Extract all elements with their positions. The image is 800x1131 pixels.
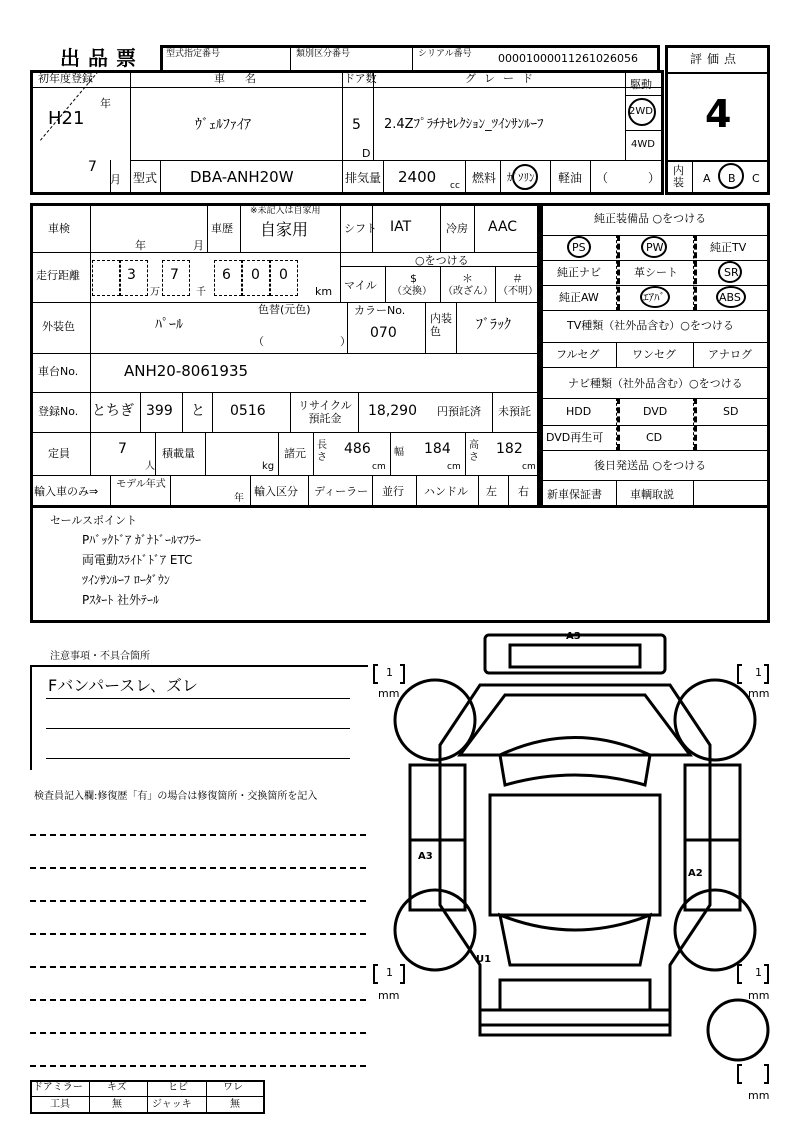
- tv-fullseg: フルセグ: [556, 348, 600, 361]
- mileage-digit-4: 0: [251, 267, 260, 283]
- mileage-digit-5: 0: [279, 267, 288, 283]
- mm-rear-left: mm: [378, 989, 400, 1002]
- interior-color-value: ﾌﾞﾗｯｸ: [476, 317, 511, 333]
- recycle-unit: 円預託済: [437, 405, 481, 418]
- roof: [490, 795, 660, 915]
- later-manual: 車輌取説: [630, 488, 674, 501]
- repaint-paren-close: ）: [340, 335, 351, 348]
- tv-analog: アナログ: [708, 348, 752, 361]
- equipment-title: 純正装備品 ○をつける: [594, 212, 707, 225]
- load-label: 積載量: [162, 447, 195, 460]
- acc-kizu: キズ: [107, 1082, 127, 1093]
- inspector-label: 検査員記入欄:修復歴「有」の場合は修復箇所・交換箇所を記入: [34, 791, 318, 802]
- tamper-label: （改ざん）: [443, 286, 493, 297]
- drive-circle: [628, 98, 656, 126]
- recycle-label: リサイクル預託金: [298, 399, 352, 425]
- nav-sd: SD: [723, 405, 739, 418]
- capacity-value: 7: [118, 441, 127, 457]
- wheel-front-right: [675, 680, 755, 760]
- tire-depth-front-right: 1: [755, 666, 762, 679]
- page-title: 出品票: [60, 46, 144, 70]
- shaken-year-unit: 年: [135, 239, 146, 252]
- details-box: [30, 203, 540, 508]
- first-reg-label: 初年度登録: [38, 72, 93, 85]
- length-value: 486: [344, 441, 371, 457]
- recycle-value: 18,290: [368, 403, 417, 419]
- diagram-label-a3-left: A3: [418, 851, 433, 862]
- defects-label: 注意事項・不具合箇所: [50, 651, 150, 662]
- width-label: 幅: [394, 447, 404, 458]
- length-label: 長さ: [317, 440, 327, 463]
- later-warranty: 新車保証書: [547, 488, 602, 501]
- history-value: 自家用: [260, 220, 309, 239]
- displacement-unit: cc: [450, 181, 460, 191]
- equip-aw: 純正AW: [559, 291, 599, 304]
- mileage-digit-2: 7: [170, 267, 179, 283]
- import-year-unit: 年: [234, 493, 244, 504]
- interior-grade-b: B: [728, 172, 736, 185]
- reg-kana: と: [191, 403, 205, 419]
- height-label: 高さ: [469, 440, 479, 463]
- mileage-digit-box-1: [92, 260, 120, 296]
- tamper-symbol: ＊: [462, 272, 473, 285]
- doors-label: ドア数: [344, 72, 377, 85]
- history-note: ※未記入は自家用: [250, 206, 321, 216]
- interior-grade-a: A: [703, 172, 711, 185]
- unknown-symbol: ＃: [512, 272, 523, 285]
- equip-airbag: ｴｱﾊﾞ: [643, 291, 665, 304]
- tv-title: TV種類（社外品含む）○をつける: [567, 319, 734, 332]
- nav-cd: CD: [646, 431, 663, 444]
- name-value: ｳﾞｪﾙﾌｧｲｱ: [195, 117, 251, 133]
- sales-point-line-3: ﾂｲﾝｻﾝﾙｰﾌ ﾛｰﾀﾞｳﾝ: [82, 573, 170, 587]
- reg-number: 0516: [230, 403, 266, 419]
- km-unit: km: [315, 285, 333, 298]
- wheel-front-left: [395, 680, 475, 760]
- drive-label: 駆動: [630, 78, 652, 91]
- fuel-value: ｶﾞｿﾘﾝ: [507, 171, 535, 184]
- width-value: 184: [424, 441, 451, 457]
- drive-2wd: 2WD: [629, 106, 653, 117]
- import-label: 輸入車のみ⇒: [34, 485, 99, 498]
- chassis-value: ANH20-8061935: [124, 362, 249, 380]
- drive-4wd: 4WD: [631, 139, 655, 150]
- right-label: 右: [518, 485, 529, 498]
- grade-value: 2.4Zﾌﾟﾗﾁﾅｾﾚｸｼｮﾝ_ﾂｲﾝｻﾝﾙｰﾌ: [384, 117, 544, 132]
- equip-pw-circle: [641, 236, 667, 258]
- equip-airbag-circle: [640, 286, 670, 308]
- mileage-digit-3: 6: [222, 267, 231, 283]
- man-unit: 万: [150, 287, 160, 298]
- fuel-paren-close: ）: [648, 171, 661, 185]
- rating-value: 4: [705, 92, 732, 136]
- acc-jack: ジャッキ: [152, 1099, 192, 1110]
- acc-tools-value: 無: [112, 1099, 122, 1110]
- sales-points-label: セールスポイント: [50, 514, 138, 527]
- reg-label: 登録No.: [38, 405, 79, 418]
- interior-grade-c: C: [752, 172, 760, 185]
- acc-tools: 工具: [50, 1099, 70, 1110]
- mileage-digit-1: 3: [127, 267, 136, 283]
- height-unit: cm: [522, 462, 536, 472]
- serial-label: シリアル番号: [418, 49, 472, 59]
- shaken-label: 車検: [48, 222, 70, 235]
- parallel-label: 並行: [382, 485, 404, 498]
- tire-depth-front-left: 1: [386, 666, 393, 679]
- later-title: 後日発送品 ○をつける: [594, 459, 707, 472]
- interior-grade-circle: [718, 163, 744, 189]
- exchange-label: （交換）: [392, 286, 432, 297]
- equip-sr: SR: [724, 266, 739, 279]
- history-label: 車歴: [211, 222, 233, 235]
- model-year-label: モデル年式: [116, 479, 166, 490]
- dims-label: 諸元: [284, 447, 306, 460]
- mm-front-right: mm: [748, 687, 770, 700]
- displacement-value: 2400: [398, 168, 437, 186]
- car-damage-diagram: [370, 625, 780, 1130]
- mm-front-left: mm: [378, 687, 400, 700]
- equip-sr-circle: [718, 261, 742, 283]
- import-class-label: 輸入区分: [254, 485, 298, 498]
- mile-label: マイル: [344, 279, 377, 292]
- doors-suffix: D: [362, 147, 371, 160]
- shift-label: シフト: [344, 222, 377, 235]
- ac-label: 冷房: [446, 222, 468, 235]
- mileage-label: 走行距離: [36, 269, 80, 282]
- month-unit: 月: [110, 173, 121, 186]
- equip-navi: 純正ナビ: [557, 266, 601, 279]
- unknown-label: （不明）: [498, 286, 538, 297]
- repaint-label: 色替(元色): [258, 303, 311, 316]
- mm-rear-right: mm: [748, 989, 770, 1002]
- width-unit: cm: [447, 462, 461, 472]
- repaint-paren-open: （: [253, 335, 264, 348]
- dealer-label: ディーラー: [314, 485, 369, 498]
- diagram-label-a3-top: A3: [566, 631, 581, 642]
- capacity-unit: 人: [145, 461, 155, 472]
- acc-mirror: ドアミラー: [33, 1082, 83, 1093]
- nav-hdd: HDD: [566, 405, 592, 418]
- sales-point-line-4: Pｽﾀｰﾄ 社外ﾃｰﾙ: [82, 593, 160, 607]
- year-unit: 年: [100, 97, 111, 110]
- shift-value: IAT: [390, 219, 412, 235]
- diesel-label: 軽油: [558, 171, 583, 185]
- tire-depth-rear-right: 1: [755, 966, 762, 979]
- capacity-label: 定員: [48, 447, 70, 460]
- reg-area: とちぎ: [92, 403, 134, 419]
- equip-tv: 純正TV: [710, 241, 747, 254]
- length-unit: cm: [372, 462, 386, 472]
- diagram-label-u1: U1: [476, 954, 492, 965]
- rating-label: 評価点: [690, 52, 742, 66]
- color-no-value: 070: [370, 325, 397, 341]
- exterior-value: ﾊﾟｰﾙ: [155, 317, 183, 333]
- chassis-label: 車台No.: [38, 365, 79, 378]
- wheel-rear-left: [395, 890, 475, 970]
- exterior-label: 外装色: [42, 320, 75, 333]
- model-value: DBA-ANH20W: [190, 168, 294, 186]
- load-unit: kg: [262, 461, 275, 472]
- acc-ware: ワレ: [223, 1082, 243, 1093]
- color-no-label: カラーNo.: [354, 304, 406, 317]
- defects-text: Fバンパースレ、ズレ: [48, 676, 199, 695]
- equip-abs: ABS: [719, 291, 741, 304]
- ac-value: AAC: [488, 219, 518, 235]
- fuel-circle: [512, 164, 538, 190]
- model-designation-label: 型式指定番号: [166, 49, 221, 59]
- month-value: 7: [88, 159, 97, 175]
- interior-color-label: 内装色: [430, 312, 452, 338]
- left-label: 左: [486, 485, 497, 498]
- reg-class: 399: [146, 403, 173, 419]
- grade-label: グレード: [465, 72, 541, 85]
- displacement-label: 排気量: [345, 171, 382, 185]
- model-label: 型式: [133, 171, 158, 185]
- interior-label: 内装: [673, 164, 684, 189]
- name-label: 車名: [214, 72, 276, 85]
- acc-hibi: ヒビ: [168, 1082, 188, 1093]
- sales-point-line-1: Pﾊﾞｯｸﾄﾞｱ ｶﾞﾅﾄﾞｰﾙﾏﾌﾗｰ: [82, 533, 202, 547]
- nav-dvd-play: DVD再生可: [546, 431, 604, 444]
- nav-dvd: DVD: [643, 405, 668, 418]
- tv-oneseg: ワンセグ: [632, 348, 676, 361]
- diagram-label-a2-right: A2: [688, 868, 703, 879]
- sales-point-line-2: 両電動ｽﾗｲﾄﾞﾄﾞｱ ETC: [82, 553, 193, 567]
- handle-label: ハンドル: [424, 485, 468, 498]
- spare-wheel: [708, 1000, 768, 1060]
- height-value: 182: [496, 441, 523, 457]
- equip-ps: PS: [572, 241, 586, 254]
- exchange-symbol: $: [410, 272, 417, 285]
- doors-value: 5: [352, 117, 361, 133]
- nav-title: ナビ種類（社外品含む）○をつける: [568, 377, 743, 390]
- first-reg-era: H21: [48, 108, 85, 129]
- equip-ps-circle: [567, 236, 591, 258]
- equip-leather: 革シート: [634, 266, 678, 279]
- recycle-unpaid: 未預託: [498, 405, 531, 418]
- equip-pw: PW: [646, 241, 664, 254]
- tire-depth-rear-left: 1: [386, 966, 393, 979]
- equip-abs-circle: [716, 286, 746, 308]
- mm-spare: mm: [748, 1089, 770, 1102]
- serial-value: 00001000011261026056: [498, 52, 638, 65]
- class-number-label: 類別区分番号: [296, 49, 351, 59]
- shaken-month-unit: 月: [193, 239, 204, 252]
- sen-unit: 千: [196, 287, 206, 298]
- fuel-paren-open: （: [596, 171, 609, 185]
- acc-jack-value: 無: [230, 1099, 240, 1110]
- fuel-label: 燃料: [472, 171, 497, 185]
- rear-bumper: [500, 980, 650, 1010]
- mark-note: ○をつける: [415, 254, 469, 267]
- wheel-rear-right: [675, 890, 755, 970]
